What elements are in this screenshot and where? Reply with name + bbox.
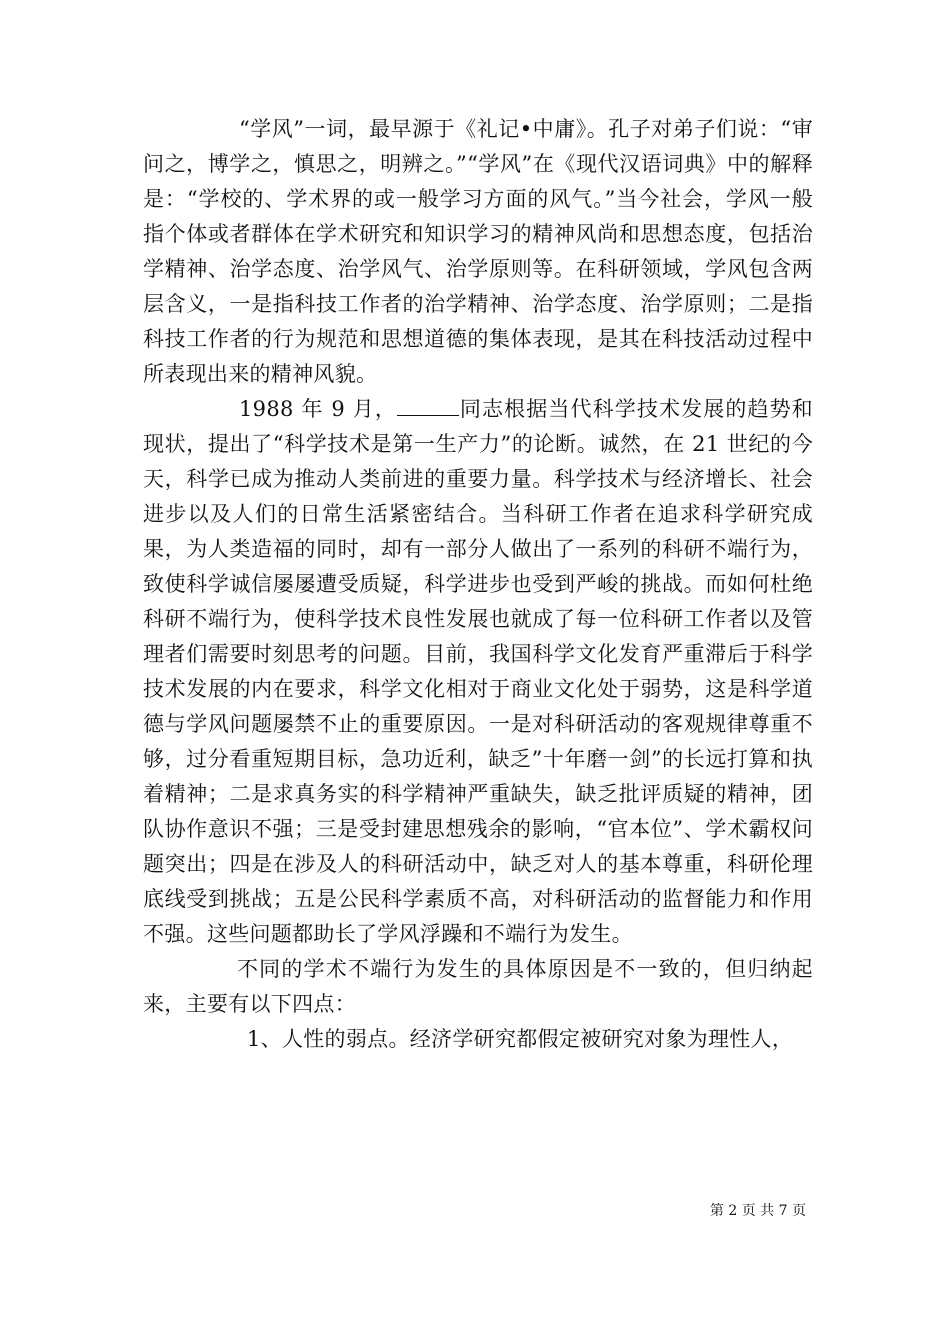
paragraph-science-productivity [143, 392, 813, 952]
paragraph-causes-intro: 不同的学术不端行为发生的具体原因是不一致的，但归纳起来，主要有以下四点： [143, 957, 813, 1016]
body-text [143, 112, 813, 1057]
page-number-footer: 第 2 页 共 7 页 [709, 1203, 806, 1219]
paragraph-cause-1: 1、人性的弱点。经济学研究都假定被研究对象为理性人， [247, 1027, 794, 1051]
paragraph-main-text: 同志根据当代科学技术发展的趋势和现状，提出了“科学技术是第一生产力”的论断。诚然，在 21 世纪的今天，科学已成为推动人类前进的重要力量。科学技术与经济增长、社会进步以及人们的日常生活紧密结合。当科研工作者在追求科学研究成果，为人类造福的同时，却有一部分人做出了一系列的科研不端行为，致使科学诚信屡屡遭受质疑，科学进步也受到严峻的挑战。而如何杜绝科研不端行为，使科学技术良性发展也就成了每一位科研工作者以及管理者们需要时刻思考的问题。目前，我国科学文化发育严重滞后于科学技术发展的内在要求，科学文化相对于商业文化处于弱势，这是科学道德与学风问题屡禁不止的重要原因。一是对科研活动的客观规律尊重不够，过分看重短期目标，急功近利，缺乏”十年磨一剑”的长远打算和执着精神；二是求真务实的科学精神严重缺失，缺乏批评质疑的精神，团队协作意识不强；三是受封建思想残余的影响，“官本位”、学术霸权问题突出；四是在涉及人的科研活动中，缺乏对人的基本尊重，科研伦理底线受到挑战；五是公民科学素质不高，对科研活动的监督能力和作用不强。这些问题都助长了学风浮躁和不端行为发生。 [143, 397, 813, 946]
paragraph-date-text: 1988 年 9 月， [239, 397, 398, 421]
fill-in-blank [397, 395, 459, 416]
paragraph-xuefeng-definition: “学风”一词，最早源于《礼记•中庸》。孔子对弟子们说：“审问之，博学之，慎思之，明辨之。”“学风”在《现代汉语词典》中的解释是：“学校的、学术界的或一般学习方面的风气。”当今社会，学风一般指个体或者群体在学术研究和知识学习的精神风尚和思想态度，包括治学精神、治学态度、治学风气、治学原则等。在科研领域，学风包含两层含义，一是指科技工作者的治学精神、治学态度、治学原则；二是指科技工作者的行为规范和思想道德的集体表现，是其在科技活动过程中所表现出来的精神风貌。 [143, 117, 813, 386]
